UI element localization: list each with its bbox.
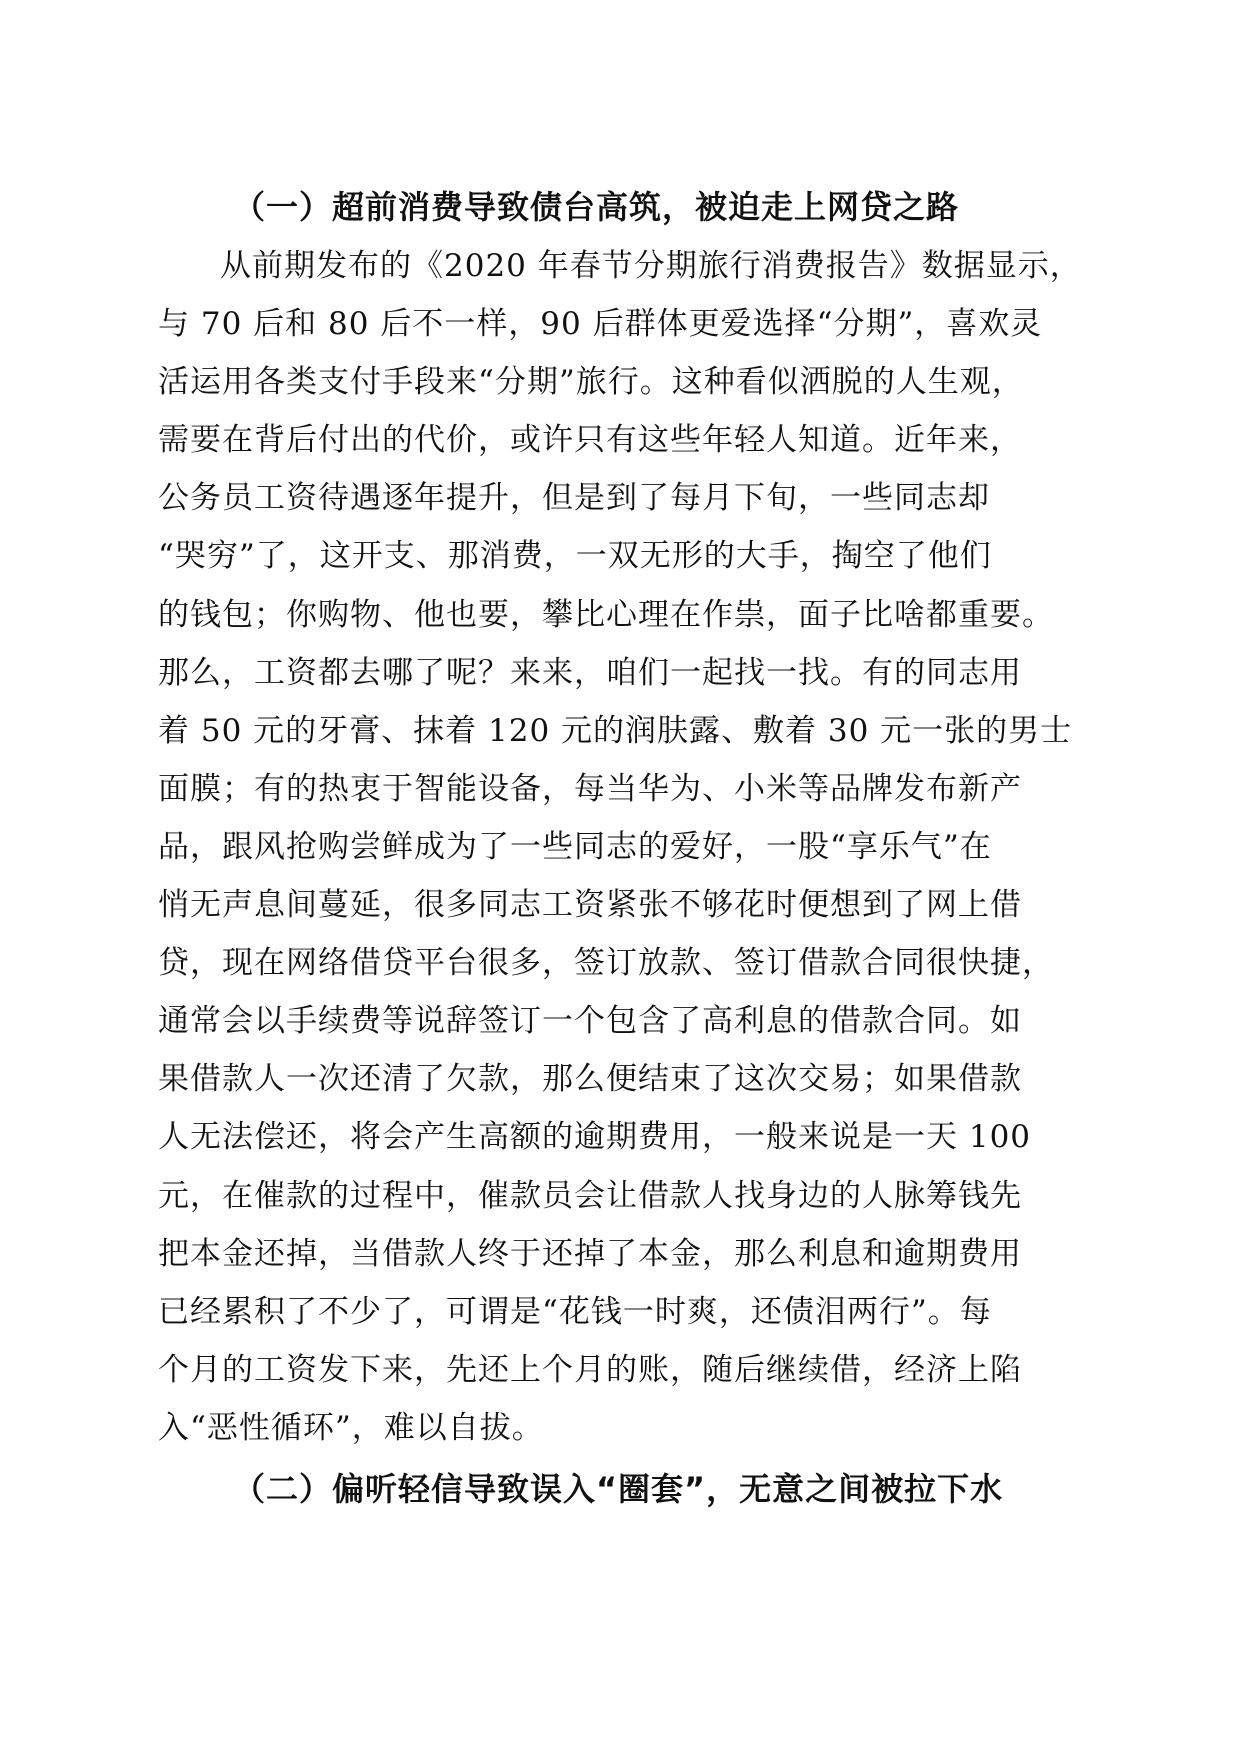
paragraph-line: “哭穷”了，这开支、那消费，一双无形的大手，掏空了他们 xyxy=(158,538,992,575)
paragraph-line: 需要在背后付出的代价，或许只有这些年轻人知道。近年来， xyxy=(158,422,1022,459)
paragraph-line: 果借款人一次还清了欠款，那么便结束了这次交易；如果借款 xyxy=(158,1061,1022,1098)
paragraph-line: 面膜；有的热衷于智能设备，每当华为、小米等品牌发布新产 xyxy=(158,770,1022,807)
paragraph-line: 从前期发布的《2020 年春节分期旅行消费报告》数据显示， xyxy=(220,248,1082,284)
document-body xyxy=(158,178,1083,1519)
paragraph-line: 与 70 后和 80 后不一样，90 后群体更爱选择“分期”，喜欢灵 xyxy=(158,306,1043,343)
paragraph-line: 公务员工资待遇逐年提升，但是到了每月下旬，一些同志却 xyxy=(158,480,990,517)
paragraph-line: 入“恶性循环”，难以自拔。 xyxy=(158,1409,544,1446)
paragraph-line: 个月的工资发下来，先还上个月的账，随后继续借，经济上陷 xyxy=(158,1351,1022,1388)
paragraph-line: 已经累积了不少了，可谓是“花钱一时爽，还债泪两行”。每 xyxy=(158,1293,992,1330)
paragraph-line: 把本金还掉，当借款人终于还掉了本金，那么利息和逾期费用 xyxy=(158,1235,1022,1272)
section-heading-2: （二）偏听轻信导致误入“圈套”，无意之间被拉下水 xyxy=(233,1469,1004,1508)
paragraph-line: 品，跟风抢购尝鲜成为了一些同志的爱好，一股“享乐气”在 xyxy=(158,828,992,865)
paragraph-1 xyxy=(158,237,1083,1457)
paragraph-line: 着 50 元的牙膏、抹着 120 元的润肤露、敷着 30 元一张的男士 xyxy=(158,712,1073,749)
paragraph-line: 那么，工资都去哪了呢？来来，咱们一起找一找。有的同志用 xyxy=(158,654,1022,691)
paragraph-line: 人无法偿还，将会产生高额的逾期费用，一般来说是一天 100 xyxy=(158,1119,1032,1156)
paragraph-line: 贷，现在网络借贷平台很多，签订放款、签订借款合同很快捷， xyxy=(158,945,1054,982)
paragraph-line: 悄无声息间蔓延，很多同志工资紧张不够花时便想到了网上借 xyxy=(158,887,1022,924)
paragraph-line: 通常会以手续费等说辞签订一个包含了高利息的借款合同。如 xyxy=(158,1003,1022,1040)
paragraph-line: 元，在催款的过程中，催款员会让借款人找身边的人脉筹钱先 xyxy=(158,1177,1022,1214)
paragraph-line: 的钱包；你购物、他也要，攀比心理在作祟，面子比啥都重要。 xyxy=(158,596,1054,633)
section-heading-1: （一）超前消费导致债台高筑，被迫走上网贷之路 xyxy=(233,188,960,226)
paragraph-line: 活运用各类支付手段来“分期”旅行。这种看似洒脱的人生观， xyxy=(158,364,1024,401)
